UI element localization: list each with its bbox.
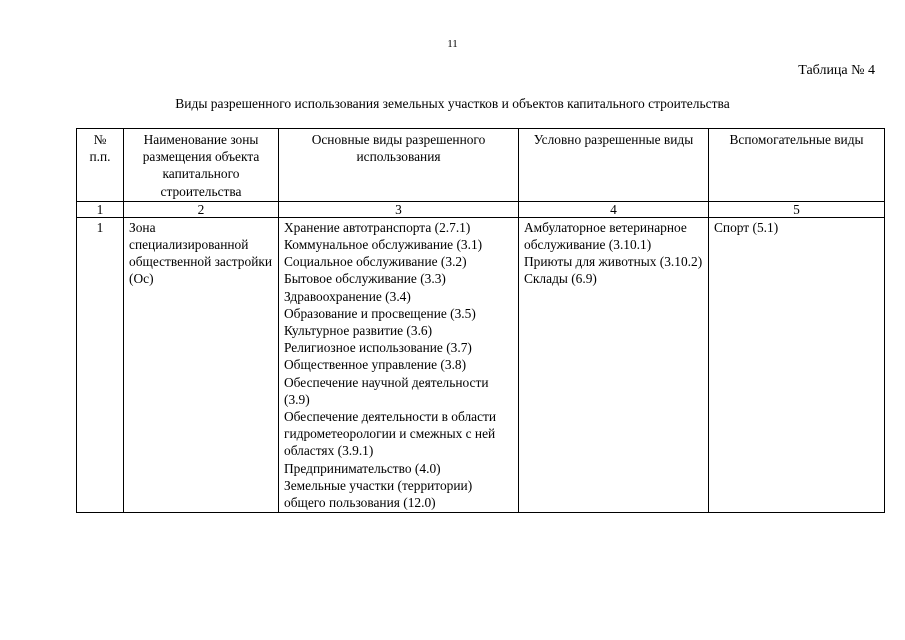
column-number: 3 [279, 201, 519, 217]
header-conditional-uses: Условно разрешенные виды [519, 129, 709, 202]
auxiliary-uses-cell [709, 217, 885, 512]
main-use-item: Здравоохранение (3.4) [284, 288, 411, 304]
column-number: 4 [519, 201, 709, 217]
document-title: Виды разрешенного использования земельных участков и объектов капитального строительства [175, 96, 730, 111]
main-use-item: Культурное развитие (3.6) [284, 323, 433, 339]
main-use-item: Земельные участки (территории) общего пользования (12.0) [284, 477, 473, 511]
conditional-uses-cell [519, 217, 709, 512]
auxiliary-use-item: Спорт (5.1) [714, 219, 779, 235]
main-use-item: Образование и просвещение (3.5) [284, 305, 476, 321]
table-label: Таблица № 4 [798, 63, 875, 78]
main-uses-cell [279, 217, 519, 512]
conditional-use-item: Амбулаторное ветеринарное обслуживание (3.10.1) [524, 219, 687, 253]
main-use-item: Бытовое обслуживание (3.3) [284, 271, 446, 287]
main-use-item: Предпринимательство (4.0) [284, 460, 441, 476]
header-main-uses: Основные виды разрешенного использования [279, 129, 519, 202]
main-use-item: Обеспечение научной деятельности (3.9) [284, 374, 489, 407]
land-use-table [76, 128, 885, 513]
table-header-row [77, 129, 885, 202]
header-auxiliary-uses: Вспомогательные виды [709, 129, 885, 202]
table-row [77, 217, 885, 512]
conditional-use-item: Приюты для животных (3.10.2) [524, 254, 703, 270]
column-number: 2 [124, 201, 279, 217]
main-use-item: Обеспечение деятельности в области гидрометеорологии и смежных с ней областях (3.9.1) [284, 409, 497, 459]
main-use-item: Религиозное использование (3.7) [284, 340, 472, 356]
conditional-use-item: Склады (6.9) [524, 271, 597, 287]
main-use-item: Хранение автотранспорта (2.7.1) [284, 219, 471, 235]
column-number: 5 [709, 201, 885, 217]
column-number: 1 [77, 201, 124, 217]
main-use-item: Общественное управление (3.8) [284, 357, 467, 373]
header-number: № п.п. [77, 129, 124, 202]
header-zone: Наименование зоны размещения объекта капитального строительства [124, 129, 279, 202]
main-use-item: Социальное обслуживание (3.2) [284, 254, 467, 270]
page-number: 11 [447, 38, 458, 50]
main-use-item: Коммунальное обслуживание (3.1) [284, 237, 483, 253]
row-number: 1 [77, 217, 124, 512]
zone-name: Зона специализированной общественной застройки (Ос) [124, 217, 279, 512]
column-number-row [77, 201, 885, 217]
